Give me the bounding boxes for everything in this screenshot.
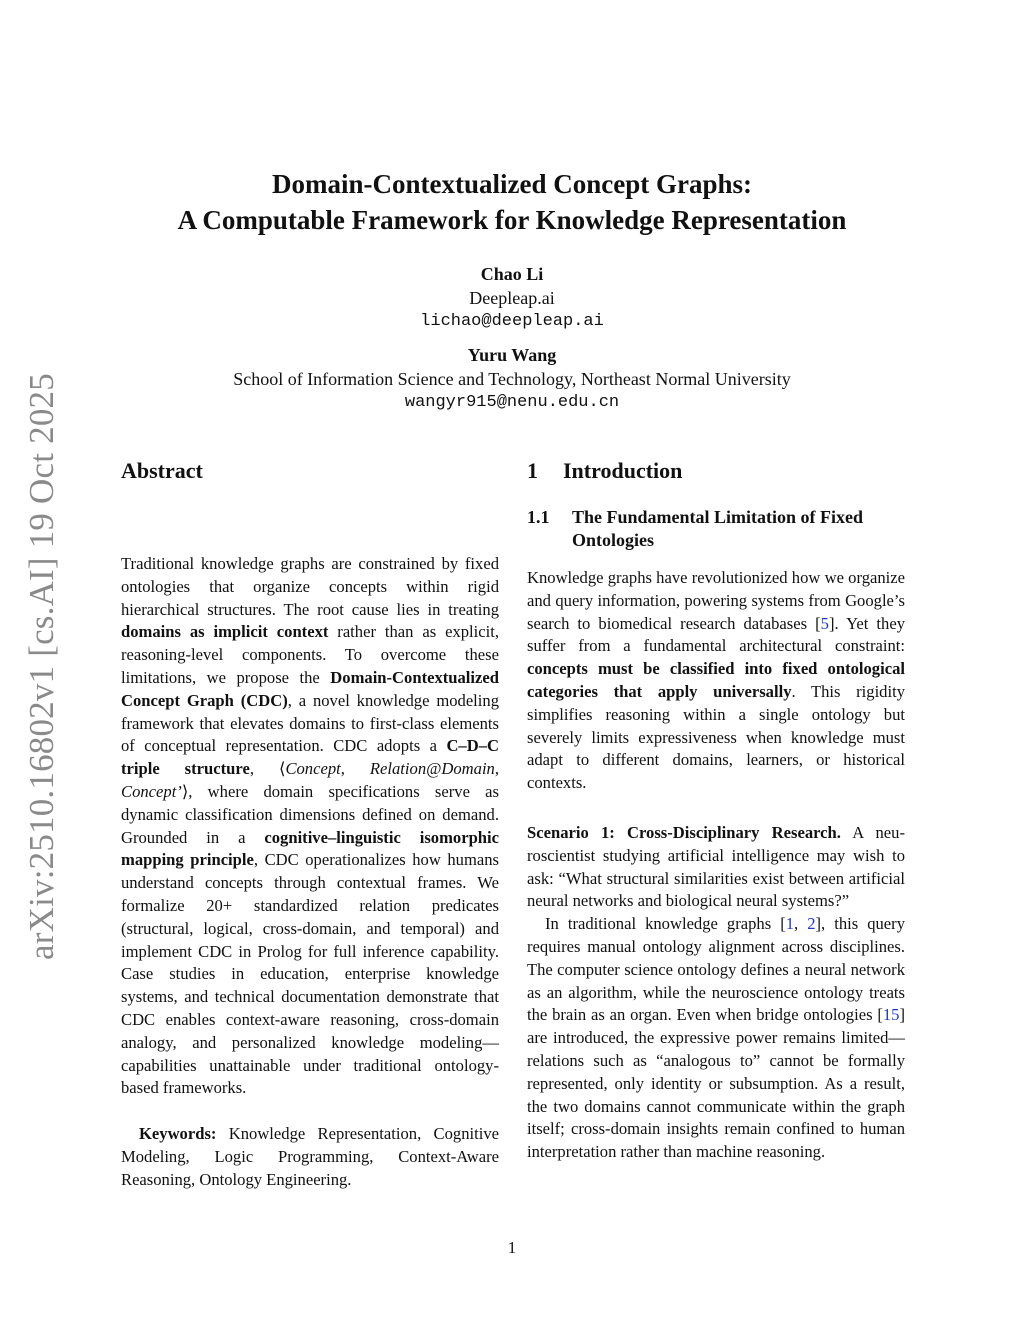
page-number: 1 xyxy=(507,1238,517,1257)
citation-link[interactable]: 15 xyxy=(882,1005,900,1025)
author-list xyxy=(0,262,1024,415)
author-block-2 xyxy=(0,343,1024,415)
abstract-math: Concept xyxy=(285,759,341,779)
section-title: Introduction xyxy=(563,458,683,483)
citation-link[interactable]: 2 xyxy=(807,914,816,934)
abstract-text: , CDC operationalizes how humans understand concepts through contextual frames. We formalize 20+ standardized relation predicates (structural, logical, cross-domain, and temporal) and implement CDC in Prolog for full inference capability. Case studies in education, enterprise knowledge systems, and technical documentation demonstrate that CDC enables context-aware reasoning, cross-domain analogy, and personalized knowledge modeling—capabilities unattainable under traditional ontology-based frameworks. xyxy=(121,850,499,1098)
citation-link[interactable]: 5 xyxy=(820,613,829,633)
keywords xyxy=(121,1123,499,1191)
abstract-body xyxy=(121,553,499,1100)
title-line-1: Domain-Contextualized Concept Graphs: xyxy=(272,169,752,199)
subsection-number: 1.1 xyxy=(527,507,550,527)
scenario-label: Scenario 1: Cross-Disciplinary Research. xyxy=(527,822,841,842)
author-affiliation: Deepleap.ai xyxy=(469,288,555,308)
arxiv-identifier-stamp[interactable]: arXiv:2510.16802v1 [cs.AI] 19 Oct 2025 xyxy=(22,373,61,960)
keywords-text: Knowledge Representation, Cognitive Modeling, Logic Programming, Context-Aware Reasoning, Ontology Engineering. xyxy=(121,1124,499,1189)
abstract-text: ⟩, where domain specifications serve as dynamic classification dimensions defined on demand. Grounded in a xyxy=(121,781,499,847)
abstract-text: , xyxy=(494,759,500,779)
citation-link[interactable]: 1 xyxy=(785,914,795,934)
body-text: , xyxy=(794,914,808,934)
body-text: . This rigidity simplifies reasoning within a single ontology but severely limits expressiveness when knowledge must adapt to different domains, learners, or historical contexts. xyxy=(527,681,905,793)
keywords-label: Keywords: xyxy=(139,1124,217,1144)
author-name: Yuru Wang xyxy=(467,345,557,365)
body-emphasis: concepts must be classified into fixed ontological categories that apply universally xyxy=(527,659,905,701)
author-email[interactable]: wangyr915@nenu.edu.cn xyxy=(404,393,620,412)
author-block-1 xyxy=(0,262,1024,334)
body-text: Knowledge graphs have revolutionized how we organize and query information, powering systems from Google’s search to biomedical research databases [ xyxy=(527,568,905,633)
subsection-heading xyxy=(527,506,905,552)
introduction-heading xyxy=(527,456,905,486)
abstract-emphasis: C–D–C triple structure xyxy=(121,736,499,779)
body-text: A neuroscientist studying artificial intelligence may wish to ask: “What structural similarities exist between artificial neural networks and biological neural systems?” xyxy=(527,822,905,911)
abstract-heading: Abstract xyxy=(121,458,203,483)
author-email[interactable]: lichao@deepleap.ai xyxy=(420,312,604,331)
author-name: Chao Li xyxy=(480,264,544,284)
left-column xyxy=(121,456,499,1192)
paper-title xyxy=(0,166,1024,238)
abstract-math: Concept’ xyxy=(121,781,182,801)
section-number: 1 xyxy=(527,458,538,483)
subsection-title: The Fundamental Limitation of Fixed Ontologies xyxy=(572,507,864,550)
intro-paragraph-1 xyxy=(527,567,905,795)
body-text: In traditional knowledge graphs [ xyxy=(545,914,786,934)
abstract-text: , ⟨ xyxy=(249,759,286,779)
intro-paragraph-3 xyxy=(527,913,905,1164)
title-line-2: A Computable Framework for Knowledge Representation xyxy=(177,205,847,235)
abstract-text: Traditional knowledge graphs are constrained by fixed ontologies that organize concepts within rigid hierarchical structures. The root cause lies in treating xyxy=(121,554,499,619)
abstract-emphasis: domains as implicit context xyxy=(121,622,329,642)
right-column xyxy=(527,456,905,1164)
body-text: ] are introduced, the expressive power remains limited—relations such as “analogous to” cannot be formally represented, only identity or subsumption. As a result, the two domains cannot communicate within the graph itself; cross-domain insights remain confined to human interpretation rather than machine reasoning. xyxy=(527,1005,905,1162)
abstract-math: Relation@Domain xyxy=(369,759,495,779)
abstract-text: rather than as explicit, reasoning-level components. To overcome these limitations, we propose the xyxy=(121,622,499,687)
abstract-emphasis: cognitive–linguistic isomorphic mapping principle xyxy=(121,827,500,870)
body-text: ]. Yet they suffer from a fundamental architectural constraint: xyxy=(527,613,905,656)
author-affiliation: School of Information Science and Technology, Northeast Normal University xyxy=(233,369,791,389)
scenario-paragraph xyxy=(527,822,905,913)
body-text: ], this query requires manual ontology alignment across disciplines. The computer science ontology defines a neural network as an algorithm, while the neuroscience ontology treats the brain as an organ. Even when bridge ontologies [ xyxy=(527,914,905,1025)
abstract-text: , a novel knowledge modeling framework that elevates domains to first-class elements of conceptual representation. CDC adopts a xyxy=(121,690,499,756)
abstract-emphasis: Domain-Contextualized Concept Graph (CDC) xyxy=(121,667,499,710)
abstract-text: , xyxy=(340,759,370,779)
